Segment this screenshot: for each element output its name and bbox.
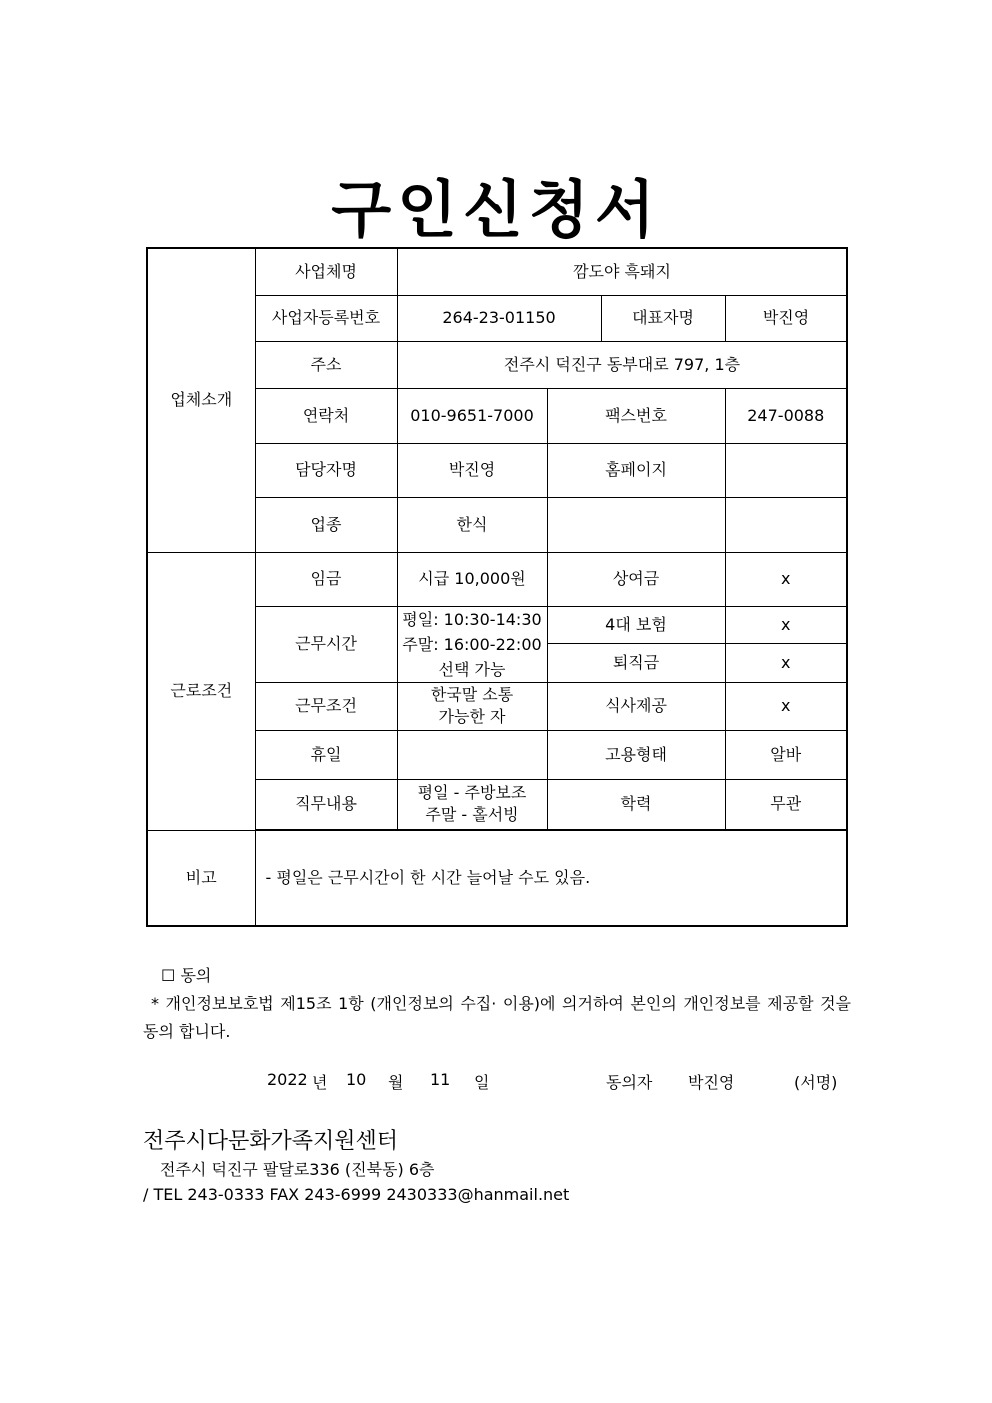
industry-empty [547,497,725,552]
sign-day-unit: 일 [474,1073,490,1092]
meal: x [725,682,847,730]
signer-label: 동의자 [606,1073,653,1092]
insurance-label: 4대 보험 [547,606,725,643]
center-contact: / TEL 243-0333 FAX 243-6999 2430333@hanmail.net [143,1185,570,1204]
note-text: - 평일은 근무시간이 한 시간 늘어날 수도 있음. [255,830,847,926]
reg-no-label: 사업자등록번호 [255,295,397,341]
company-name-label: 사업체명 [255,248,397,295]
employment-type-label: 고용형태 [547,730,725,779]
address: 전주시 덕진구 동부대로 797, 1층 [397,341,847,388]
signer-name: 박진영 [688,1073,735,1092]
condition: 한국말 소통 가능한 자 [397,682,547,730]
hours: 평일: 10:30-14:30 주말: 16:00-22:00 선택 가능 [397,606,547,682]
page-title: 구인신청서 [331,173,661,246]
manager: 박진영 [397,443,547,497]
holiday-label: 휴일 [255,730,397,779]
center-address: 전주시 덕진구 팔달로336 (진북동) 6층 [160,1160,435,1179]
duty-label: 직무내용 [255,779,397,829]
consent-label: 동의 [180,966,212,985]
bonus: x [725,552,847,606]
homepage [725,443,847,497]
note-label: 비고 [147,830,255,926]
holiday [397,730,547,779]
sign-label: (서명) [794,1073,838,1092]
sign-month-unit: 월 [388,1073,404,1092]
rep-label: 대표자명 [601,295,725,341]
company-section-label: 업체소개 [147,248,255,552]
wage-label: 임금 [255,552,397,606]
employment-type: 알바 [725,730,847,779]
sign-year: 2022 [267,1070,308,1089]
severance: x [725,643,847,682]
work-section-label: 근로조건 [147,552,255,830]
center-name: 전주시다문화가족지원센터 [143,1129,399,1154]
fax: 247-0088 [725,388,847,443]
reg-no: 264-23-01150 [397,295,601,341]
condition-label: 근무조건 [255,682,397,730]
homepage-label: 홈페이지 [547,443,725,497]
insurance: x [725,606,847,643]
industry-empty-2 [725,497,847,552]
education: 무관 [725,779,847,829]
consent-text: * 개인정보보호법 제15조 1항 (개인정보의 수집· 이용)에 의거하여 본인의 개인정보를 제공할 것을 동의 합니다. [143,994,851,1041]
wage: 시급 10,000원 [397,552,547,606]
manager-label: 담당자명 [255,443,397,497]
sign-month: 10 [346,1070,367,1089]
company-name: 깜도야 흑돼지 [397,248,847,295]
consent-checkbox[interactable]: ☐ [161,966,176,985]
phone: 010-9651-7000 [397,388,547,443]
meal-label: 식사제공 [547,682,725,730]
industry-label: 업종 [255,497,397,552]
sign-day: 11 [430,1070,451,1089]
education-label: 학력 [547,779,725,829]
severance-label: 퇴직금 [547,643,725,682]
duty: 평일 - 주방보조 주말 - 홀서빙 [397,779,547,829]
address-label: 주소 [255,341,397,388]
application-table [146,247,848,927]
consent-block [143,962,851,1046]
sign-year-unit: 년 [312,1073,328,1092]
fax-label: 팩스번호 [547,388,725,443]
bonus-label: 상여금 [547,552,725,606]
industry: 한식 [397,497,547,552]
rep-name: 박진영 [725,295,847,341]
phone-label: 연락처 [255,388,397,443]
hours-label: 근무시간 [255,606,397,682]
